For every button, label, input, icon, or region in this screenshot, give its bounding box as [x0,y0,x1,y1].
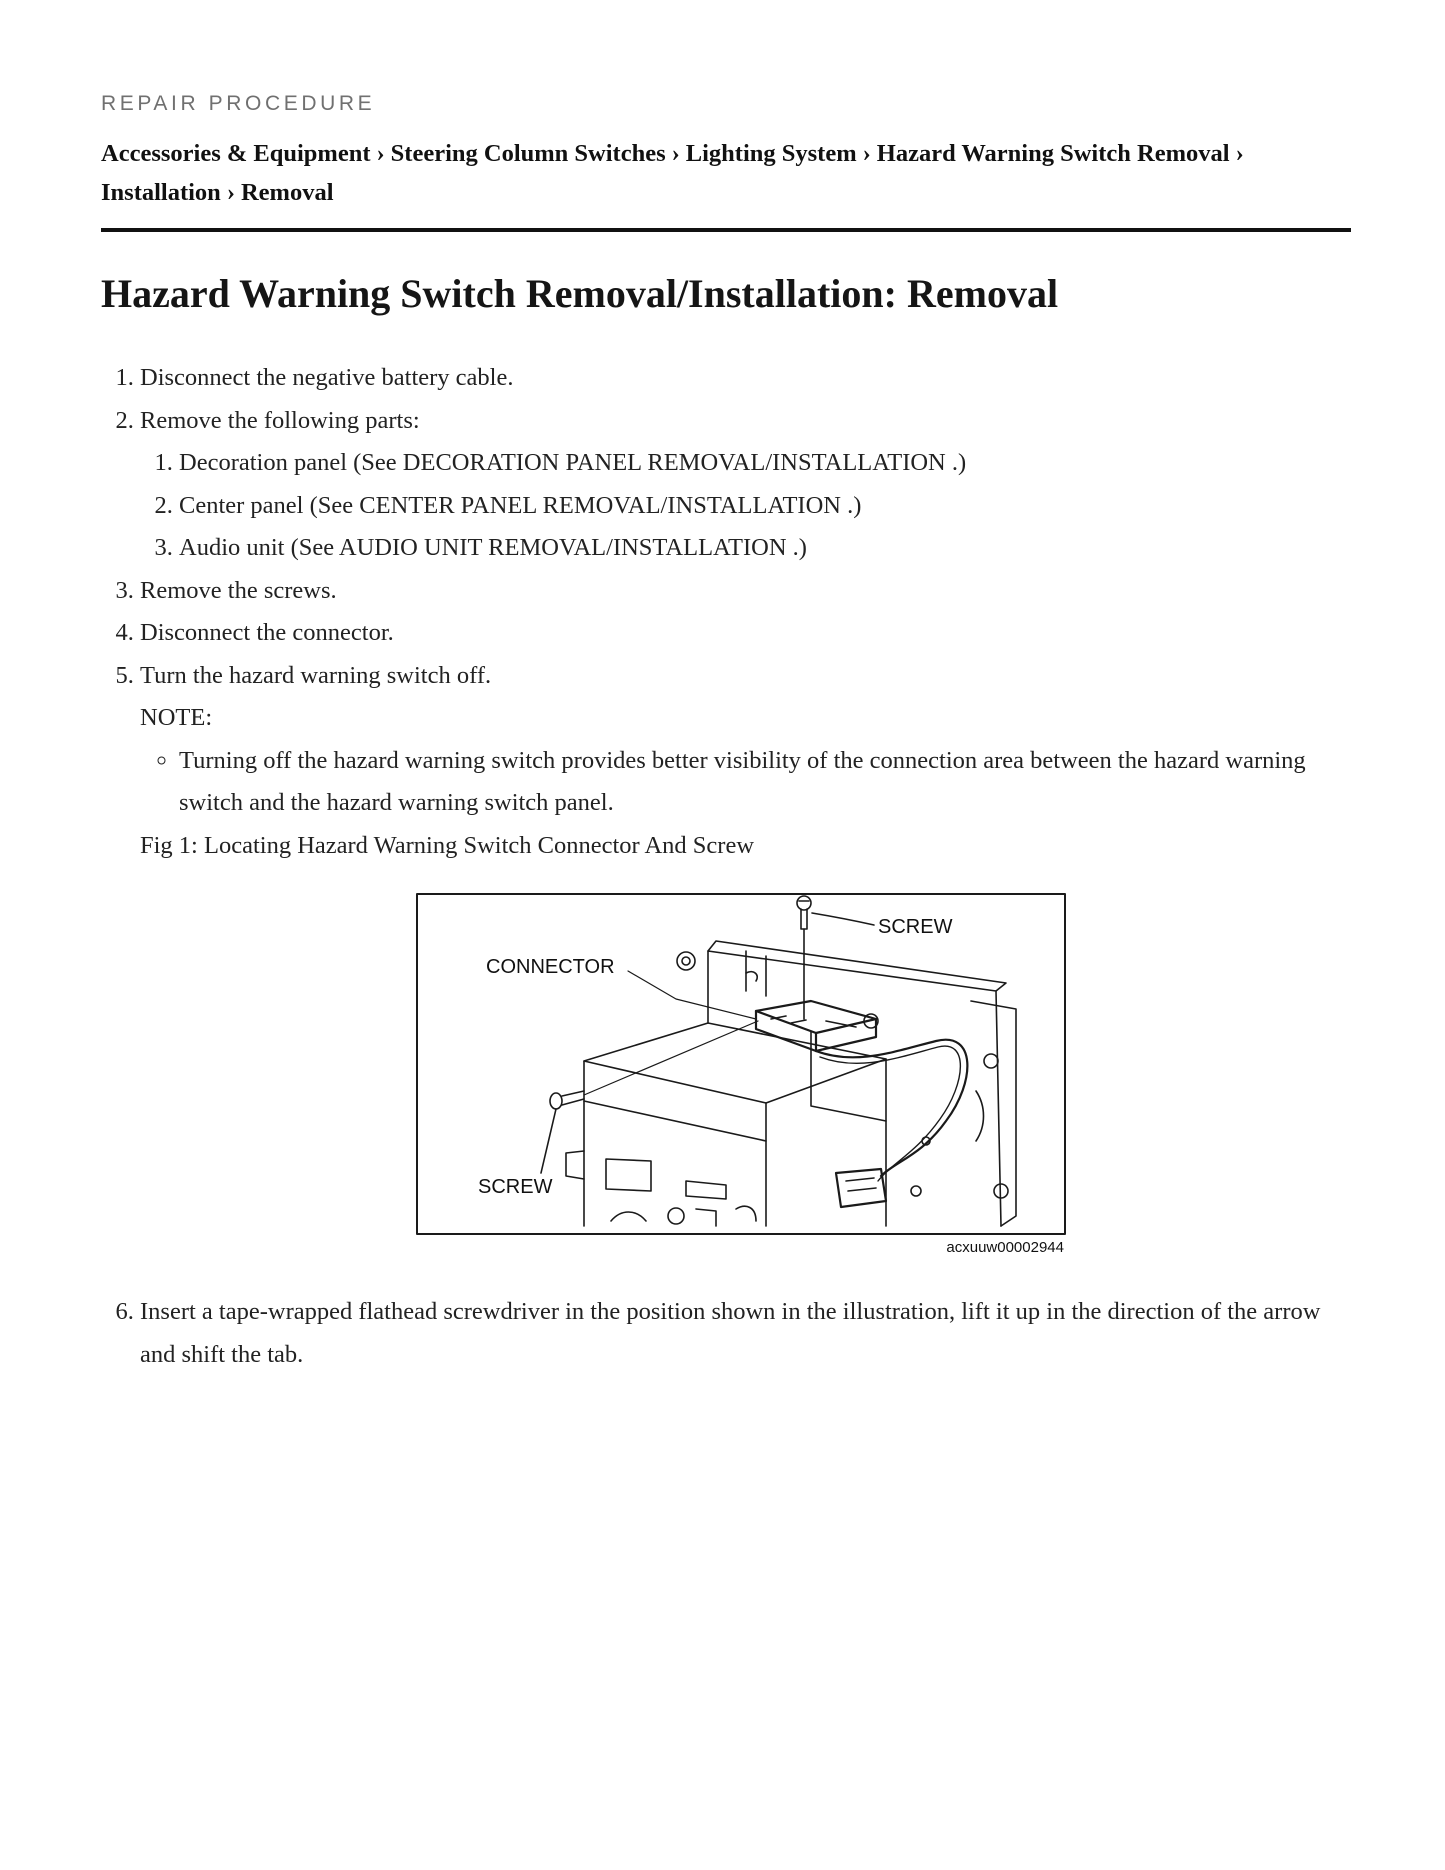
figure-label-screw-left: SCREW [477,1176,552,1198]
breadcrumb-separator: › [671,140,680,167]
figure-label-connector: CONNECTOR [485,956,615,978]
breadcrumb-item[interactable]: Installation [101,179,221,206]
breadcrumb-item[interactable]: Steering Column Switches [390,140,666,167]
sub-step-text: Decoration panel (See DECORATION PANEL REMOVAL/INSTALLATION .) [179,449,967,476]
hazard-switch-illustration [416,891,1076,1261]
figure-container [140,891,1351,1261]
procedure-steps [101,357,1351,1376]
step-item [140,400,1351,570]
sub-step-text: Audio unit (See AUDIO UNIT REMOVAL/INSTALLATION .) [179,534,807,561]
breadcrumb-item[interactable]: Hazard Warning Switch Removal [876,140,1230,167]
step-text: Remove the screws. [140,576,337,604]
header-divider [101,228,1351,232]
sub-step-item [179,442,1351,485]
note-label: NOTE: [140,704,213,731]
section-kicker: REPAIR PROCEDURE [101,92,376,115]
note-item [179,740,1351,825]
breadcrumb [101,134,1351,212]
step-text: Disconnect the connector. [140,619,394,646]
breadcrumb-item-current: Removal [240,179,334,206]
step-text: Remove the following parts: [140,406,420,434]
step-item [140,655,1351,1262]
breadcrumb-separator: › [226,179,235,206]
breadcrumb-item[interactable]: Accessories & Equipment [101,140,371,167]
breadcrumb-separator: › [862,140,871,167]
step-item [140,612,1351,655]
document-page [101,90,1351,1376]
breadcrumb-item[interactable]: Lighting System [685,140,857,167]
figure-caption: Fig 1: Locating Hazard Warning Switch Connector And Screw [140,831,755,859]
breadcrumb-separator: › [376,140,385,167]
sub-step-item [179,485,1351,528]
breadcrumb-separator: › [1235,140,1244,167]
note-text: Turning off the hazard warning switch provides better visibility of the connection area between the hazard warning switch and the hazard warning switch panel. [179,746,1306,816]
step-text: Insert a tape-wrapped flathead screwdriver in the position shown in the illustration, lift it up in the direction of the arrow and shift the tab. [140,1298,1321,1368]
step-text: Turn the hazard warning switch off. [140,661,492,689]
figure-code: acxuuw00002944 [945,1239,1064,1256]
sub-steps [140,442,1351,570]
step-item [140,570,1351,613]
step-item [140,1291,1351,1376]
step-item [140,357,1351,400]
figure-label-screw-top: SCREW [877,916,952,938]
note-list [140,740,1351,825]
sub-step-item [179,527,1351,570]
step-text: Disconnect the negative battery cable. [140,364,514,391]
page-title: Hazard Warning Switch Removal/Installation: Removal [101,271,1059,316]
sub-step-text: Center panel (See CENTER PANEL REMOVAL/INSTALLATION .) [179,491,862,519]
